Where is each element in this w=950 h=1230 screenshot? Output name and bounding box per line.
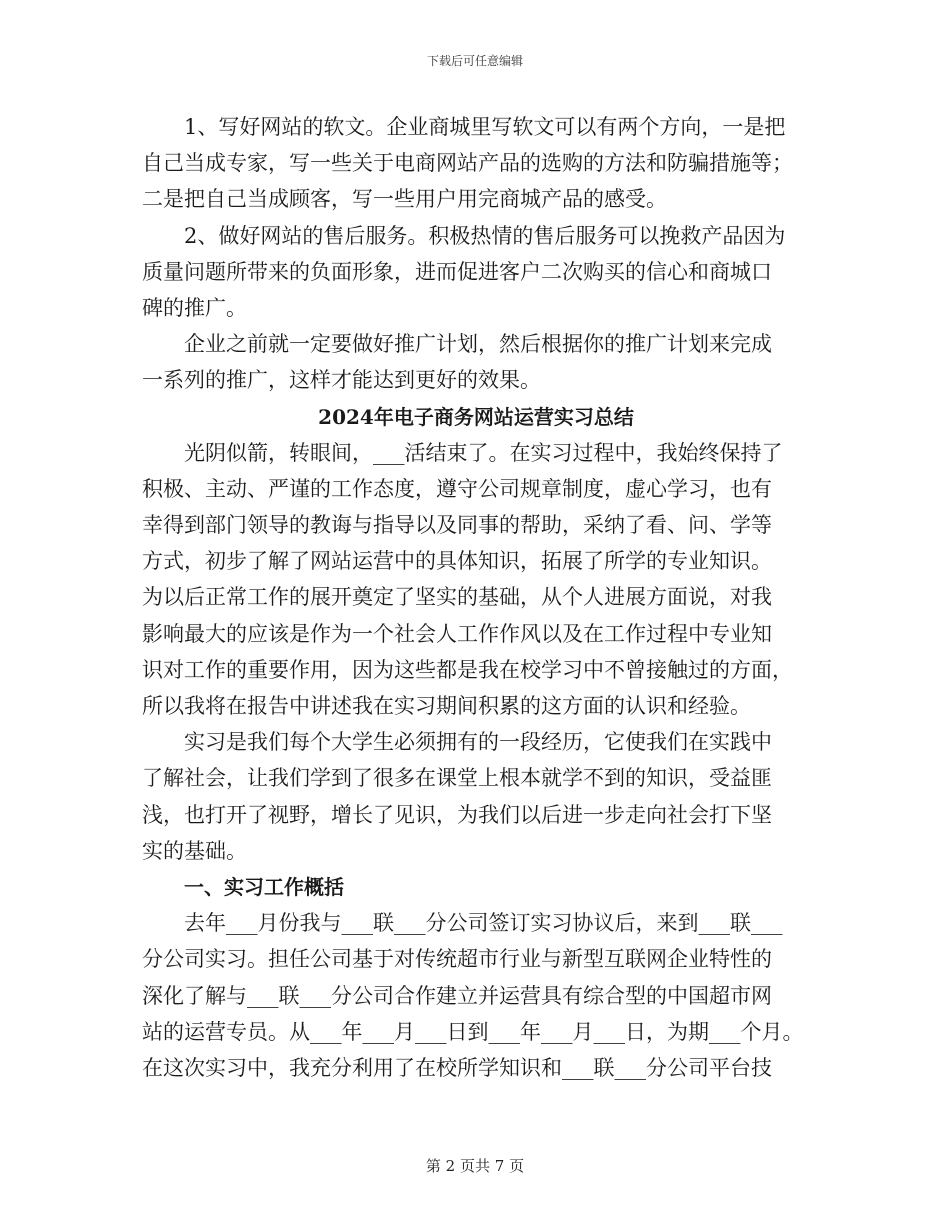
- paragraph-line: 了解社会，让我们学到了很多在课堂上根本就学不到的知识，受益匪: [142, 766, 772, 791]
- paragraph-line: 实的基础。: [142, 838, 247, 863]
- paragraph-line: 企业之前就一定要做好推广计划，然后根据你的推广计划来完成: [184, 332, 772, 357]
- paragraph-line: 在这次实习中，我充分利用了在校所学知识和___联___分公司平台技: [142, 1055, 772, 1080]
- paragraph-line: 方式，初步了解了网站运营中的具体知识，拓展了所学的专业知识。: [142, 549, 772, 574]
- paragraph-line: 去年___月份我与___联___分公司签订实习协议后，来到___联___: [184, 911, 783, 936]
- paragraph-line: 1、写好网站的软文。企业商城里写软文可以有两个方向，一是把: [184, 115, 786, 139]
- section-heading: 一、实习工作概括: [184, 874, 344, 899]
- paragraph-line: 质量问题所带来的负面形象，进而促进客户二次购买的信心和商城口: [142, 259, 772, 284]
- paragraph-line: 为以后正常工作的展开奠定了坚实的基础，从个人进展方面说，对我: [142, 585, 772, 610]
- paragraph-line: 碑的推广。: [142, 295, 247, 320]
- paragraph-line: 2、做好网站的售后服务。积极热情的售后服务可以挽救产品因为: [184, 223, 786, 248]
- paragraph-line: 所以我将在报告中讲述我在实习期间积累的这方面的认识和经验。: [142, 694, 751, 718]
- paragraph-line: 幸得到部门领导的教诲与指导以及同事的帮助，采纳了看、问、学等: [142, 513, 772, 538]
- paragraph-line: 识对工作的重要作用，因为这些都是我在校学习中不曾接触过的方面，: [142, 657, 793, 682]
- paragraph-line: 二是把自己当成顾客，写一些用户用完商城产品的感受。: [142, 187, 667, 212]
- paragraph-line: 影响最大的应该是作为一个社会人工作作风以及在工作过程中专业知: [142, 621, 772, 646]
- document-body: [142, 109, 810, 1086]
- paragraph-line: 实习是我们每个大学生必须拥有的一段经历，它使我们在实践中: [184, 730, 772, 755]
- document-title: 2024年电子商务网站运营实习总结: [318, 404, 634, 429]
- paragraph-line: 浅，也打开了视野，增长了见识，为我们以后进一步走向社会打下坚: [142, 802, 772, 827]
- page-footer: 第 2 页共 7 页: [425, 1157, 525, 1175]
- paragraph-line: 光阴似箭，转眼间，___活结束了。在实习过程中，我始终保持了: [184, 440, 783, 465]
- paragraph-line: 一系列的推广，这样才能达到更好的效果。: [142, 368, 541, 393]
- paragraph-line: 深化了解与___联___分公司合作建立并运营具有综合型的中国超市网: [142, 983, 772, 1008]
- paragraph-line: 分公司实习。担任公司基于对传统超市行业与新型互联网企业特性的: [142, 947, 772, 972]
- page-header: 下载后可任意编辑: [426, 54, 523, 68]
- paragraph-line: 积极、主动、严谨的工作态度，遵守公司规章制度，虚心学习，也有: [142, 476, 772, 501]
- paragraph-line: 站的运营专员。从___年___月___日到___年___月___日，为期___个月。: [142, 1019, 804, 1044]
- paragraph-line: 自己当成专家，写一些关于电商网站产品的选购的方法和防骗措施等；: [142, 151, 793, 176]
